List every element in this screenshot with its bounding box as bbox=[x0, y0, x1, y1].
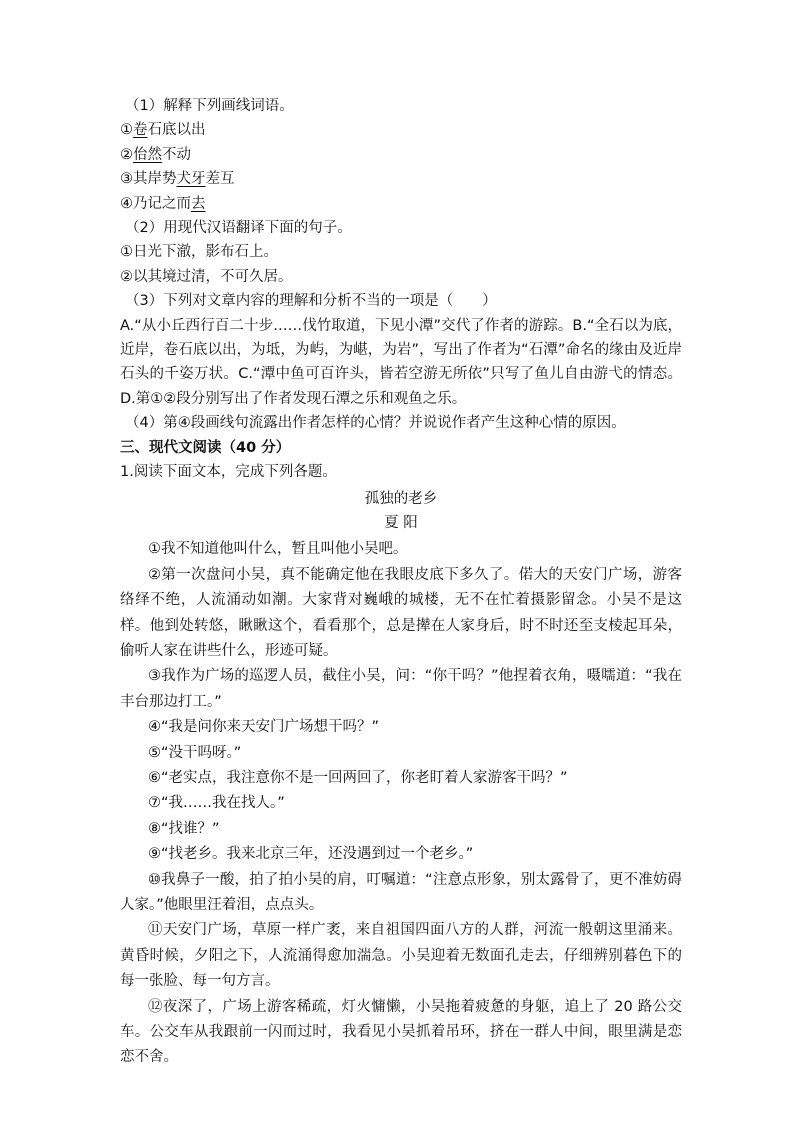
item-number: ④ bbox=[120, 195, 133, 212]
item-text: 乃记之而 bbox=[133, 195, 191, 212]
underlined-word: 卷 bbox=[133, 122, 148, 139]
question-1-item bbox=[120, 192, 682, 216]
question-1-item bbox=[120, 118, 682, 142]
item-number: ③ bbox=[120, 171, 133, 188]
article-paragraph: ⑫夜深了，广场上游客稀疏，灯火慵懒，小吴拖着疲惫的身躯，追上了 20 路公交车。公交车从我跟前一闪而过时，我看见小吴抓着吊环，挤在一群人中间，眼里满是恋恋不舍。 bbox=[120, 998, 682, 1066]
item-text: 其岸势 bbox=[133, 171, 177, 188]
article-paragraph: ⑤“没干吗呀。” bbox=[148, 744, 242, 761]
article-paragraph: ⑥“老实点，我注意你不是一回两回了，你老盯着人家游客干吗？” bbox=[148, 769, 568, 786]
document-page bbox=[120, 94, 682, 1071]
question-2-item: ②以其境过清，不可久居。 bbox=[120, 268, 293, 285]
underlined-word: 犬牙 bbox=[176, 171, 206, 188]
question-2-title: （2）用现代汉语翻译下面的句子。 bbox=[125, 220, 352, 237]
item-text: 不动 bbox=[162, 146, 191, 163]
item-number: ② bbox=[120, 146, 133, 163]
article-author: 夏 阳 bbox=[384, 514, 418, 531]
question-1-title: （1）解释下列画线词语。 bbox=[125, 98, 294, 114]
question-2-item: ①日光下澈，影布石上。 bbox=[120, 244, 278, 261]
article-paragraph: ③我作为广场的巡逻人员，截住小吴，问：“你干吗？”他捏着衣角，嗫嚅道：“我在丰台那边打工。” bbox=[120, 668, 682, 710]
article-paragraph: ④“我是问你来天安门广场想干吗？” bbox=[148, 719, 380, 736]
article-paragraph: ②第一次盘问小吴，真不能确定他在我眼皮底下多久了。偌大的天安门广场，游客络绎不绝，人流涌动如潮。大家背对巍峨的城楼，无不在忙着摄影留念。小吴不是这样。他到处转悠，瞅瞅这个，看看那个，总是撵在人家身后，时不时还至支棱起耳朵，偷听人家在讲些什么，形迹可疑。 bbox=[120, 566, 682, 659]
item-number: ① bbox=[120, 122, 133, 139]
section-instruction: 1.阅读下面文本，完成下列各题。 bbox=[120, 464, 337, 481]
section-heading: 三、现代文阅读（40 分） bbox=[120, 439, 291, 456]
article-paragraph: ⑧“找谁？” bbox=[148, 820, 220, 837]
article-paragraph: ⑨“找老乡。我来北京三年，还没遇到过一个老乡。” bbox=[148, 846, 474, 863]
question-4-title: （4）第④段画线句流露出作者怎样的心情？并说说作者产生这种心情的原因。 bbox=[125, 415, 626, 432]
question-3-title: （3）下列对文章内容的理解和分析不当的一项是（ ） bbox=[125, 293, 497, 310]
question-1-item bbox=[120, 143, 682, 167]
article-title: 孤独的老乡 bbox=[364, 490, 438, 507]
item-text: 石底以出 bbox=[147, 122, 206, 139]
item-text: 差互 bbox=[205, 171, 235, 188]
article-paragraph: ⑪天安门广场，草原一样广袤，来自祖国四面八方的人群，河流一般朝这里涌来。黄昏时候，夕阳之下，人流涌得愈加湍急。小吴迎着无数面孔走去，仔细辨别暮色下的每一张脸、每一句方言。 bbox=[120, 922, 682, 990]
underlined-word: 佁然 bbox=[133, 146, 162, 163]
article-paragraph: ⑩我鼻子一酸，拍了拍小吴的肩，叮嘱道：“注意点形象，别太露骨了，更不准妨碍人家。”他眼里汪着泪，点点头。 bbox=[120, 871, 682, 913]
underlined-word: 去 bbox=[191, 195, 206, 212]
article-paragraph: ⑦“我……我在找人。” bbox=[148, 795, 285, 812]
question-1-item bbox=[120, 167, 682, 191]
question-3-options: A.“从小丘西行百二十步……伐竹取道，下见小潭”交代了作者的游踪。B.“全石以为底，近岸，卷石底以出，为坻，为屿，为嵁，为岩”，写出了作者为“石潭”命名的缘由及近岸石头的千姿万状。C.“潭中鱼可百许头，皆若空游无所依”只写了鱼儿自由游弋的情态。D.第①②段分别写出了作者发现石潭之乐和观鱼之乐。 bbox=[120, 317, 682, 407]
article-paragraph: ①我不知道他叫什么，暂且叫他小吴吧。 bbox=[148, 541, 408, 558]
